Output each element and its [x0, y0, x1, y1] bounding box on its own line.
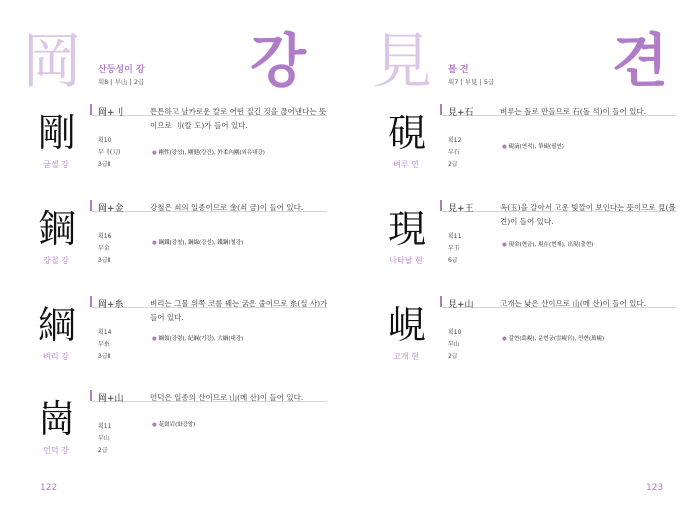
entry-grade: 2급 [448, 161, 458, 168]
entry-composition: 岡+山 [98, 394, 124, 404]
entry-strokes: 획12 [448, 137, 462, 144]
entry-block [0, 104, 350, 194]
entry-hanja: 硯 [388, 111, 427, 155]
accent-bar [90, 296, 92, 307]
entry-composition: 見+石 [448, 108, 474, 118]
entry-block [350, 104, 700, 194]
header-reading: 산등성이 강 [98, 65, 145, 75]
bullet-dot: ● [502, 336, 509, 342]
header-reading: 볼 견 [448, 65, 469, 75]
entry-composition: 見+山 [448, 300, 474, 310]
entry-composition: 岡+金 [98, 204, 124, 214]
entry-words [152, 420, 195, 428]
entry-grade: 3급Ⅱ [98, 161, 111, 168]
entry-words [152, 238, 243, 246]
entry-words [502, 334, 604, 342]
right-page [350, 0, 700, 517]
accent-bar [90, 200, 92, 211]
bullet-dot: ● [152, 336, 159, 342]
bullet-dot: ● [152, 240, 159, 246]
entry-explanation: 언덕은 일종의 산이므로 山(메 산)이 들어 있다. [150, 393, 304, 402]
entry-hanja: 峴 [388, 303, 427, 347]
header-hanja: 見 [372, 27, 432, 97]
entry-hanja: 綱 [38, 303, 77, 347]
entry-strokes: 획14 [98, 329, 112, 336]
entry-words-text: 갈현(葛峴), 운현궁(雲峴宮), 만현(萬峴) [508, 336, 605, 342]
entry-composition: 岡+刂 [98, 108, 124, 118]
bullet-dot: ● [152, 422, 159, 428]
entry-radical: 부石 [448, 149, 460, 156]
entry-hanja: 鋼 [38, 207, 77, 251]
entry-explanation: 옥(玉)을 갈아서 고운 빛깔이 보인다는 뜻이므로 見(볼 견)이 들어 있다. [500, 203, 676, 226]
entry-meaning: 고개 현 [393, 352, 419, 361]
entry-radical: 부糸 [98, 341, 110, 348]
entry-meaning: 벼리 강 [43, 352, 69, 361]
entry-words [152, 148, 265, 156]
accent-bar [90, 104, 92, 115]
header-meta: 획7 | 부見 | 5급 [448, 78, 495, 86]
entry-strokes: 획10 [448, 329, 462, 336]
entry-words [502, 240, 593, 248]
entry-strokes: 획16 [98, 233, 112, 240]
entry-explanation: 벼루는 돌로 만들므로 石(돌 석)이 들어 있다. [500, 107, 646, 116]
header-korean: 견 [612, 27, 669, 95]
accent-bar [440, 104, 442, 115]
entry-meaning: 벼루 연 [393, 160, 419, 169]
entry-meaning: 강철 강 [43, 256, 69, 265]
entry-words-text: 綱領(강령), 紀綱(기강), 大綱(대강) [158, 336, 244, 342]
entry-grade: 6급 [448, 257, 458, 264]
entry-explanation: 고개는 낮은 산이므로 山(메 산)이 들어 있다. [500, 299, 646, 308]
entry-words [502, 142, 564, 150]
entry-meaning: 언덕 강 [43, 446, 69, 455]
entry-block [0, 296, 350, 386]
entry-explanation: 벼리는 그물 위쪽 코를 꿰는 굵은 줄이므로 糸(실 사)가 들어 있다. [150, 299, 328, 322]
entry-words-text: 鋼鐵(강철), 鋼線(강선), 鐵鋼(철강) [158, 240, 244, 246]
header-korean: 강 [250, 27, 307, 95]
entry-block [0, 200, 350, 290]
entry-strokes: 획10 [98, 137, 112, 144]
entry-radical: 부山 [98, 435, 110, 442]
entry-radical: 부金 [98, 245, 110, 252]
page-number: 123 [646, 483, 664, 493]
entry-composition: 見+王 [448, 204, 474, 214]
entry-hanja: 現 [388, 207, 427, 251]
header-hanja: 岡 [22, 27, 82, 97]
bullet-dot: ● [502, 242, 509, 248]
entry-grade: 3급Ⅱ [98, 257, 111, 264]
entry-hanja: 崗 [38, 397, 77, 441]
entry-grade: 2급 [448, 353, 458, 360]
entry-radical: 부山 [448, 341, 460, 348]
entry-meaning: 나타날 현 [389, 256, 423, 265]
header-meta: 획8 | 부山 | 2급 [98, 78, 145, 86]
entry-grade: 2급 [98, 447, 108, 454]
entry-strokes: 획11 [98, 423, 112, 430]
entry-strokes: 획11 [448, 233, 462, 240]
entry-words-text: 剛性(강성), 剛健(강건), 外柔內剛(외유내강) [158, 150, 265, 156]
entry-radical: 부玉 [448, 245, 460, 252]
entry-meaning: 굳셀 강 [43, 160, 69, 169]
entry-block [0, 390, 350, 480]
entry-hanja: 剛 [38, 111, 77, 155]
entry-block [350, 200, 700, 290]
page-number: 122 [40, 483, 58, 493]
entry-composition: 岡+糸 [98, 300, 124, 310]
entry-block [350, 296, 700, 386]
entry-words-text: 硯滴(연적), 筆硯(필연) [508, 144, 564, 150]
entry-radical: 부刂(刀) [98, 149, 121, 156]
entry-words-text: 花崗岩(화강암) [158, 422, 196, 428]
entry-words [152, 334, 243, 342]
entry-grade: 3급Ⅱ [98, 353, 111, 360]
bullet-dot: ● [502, 144, 509, 150]
accent-bar [440, 296, 442, 307]
bullet-dot: ● [152, 150, 159, 156]
accent-bar [90, 390, 92, 401]
entry-explanation: 강철은 쇠의 일종이므로 金(쇠 금)이 들어 있다. [150, 203, 304, 212]
accent-bar [440, 200, 442, 211]
entry-words-text: 現金(현금), 現在(현재), 出現(출현) [508, 242, 594, 248]
entry-explanation: 튼튼하고 날카로운 칼로 어떤 질긴 것을 끊어낸다는 뜻이므로 刂(칼 도)가 들어 있다. [150, 107, 327, 130]
